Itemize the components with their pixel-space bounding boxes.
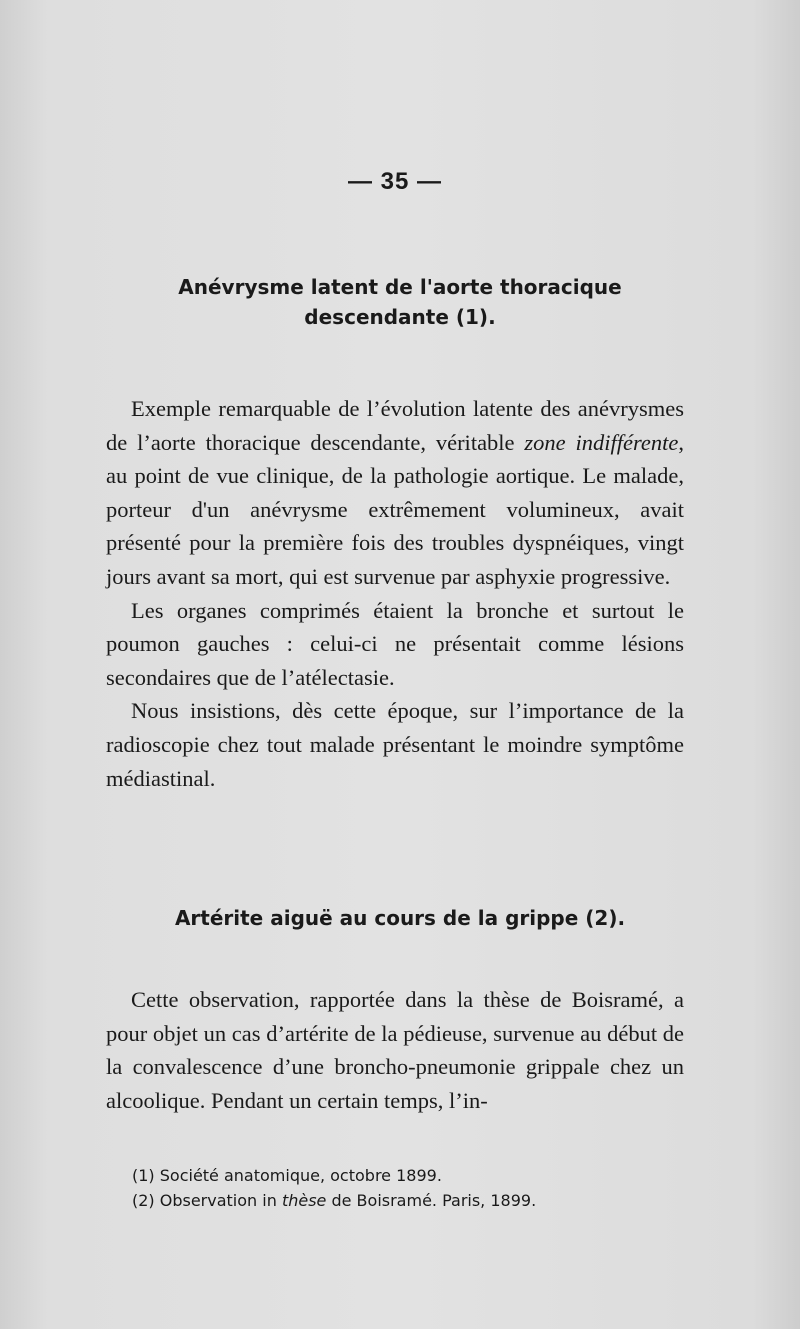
footnote: (1) Société anatomique, octobre 1899.: [132, 1166, 442, 1185]
footnote-text: (2) Observation in: [132, 1191, 282, 1210]
paragraph-emphasis: zone indifférente: [524, 429, 679, 455]
paragraph: Cette observation, rapportée dans la thèse de Boisramé, a pour objet un cas d’artérite de la pédieuse, survenue au début de la convalescence d’une broncho-pneumonie grippale chez un alcoolique. Pendant un certain temps, l’in-: [106, 987, 684, 1113]
paragraph: Les organes comprimés étaient la bronche et surtout le poumon gauches : celui-ci ne présentait comme lésions secondaires que de l’atélectasie.: [106, 597, 684, 690]
paragraph-text: , au point de vue clinique, de la pathologie aortique. Le malade, porteur d'un anévrysme extrêmement volumineux, avait présenté pour la première fois des troubles dyspnéiques, vingt jours avant sa mort, qui est survenue par asphyxie progressive.: [106, 429, 684, 589]
footnote: [132, 1188, 692, 1213]
section-title-aneurysm: [100, 272, 700, 332]
paragraph: [106, 392, 684, 594]
paragraph-text: Exemple remarquable de l’évolution latente des anévrysmes de l’aorte thoracique descendante, véritable: [106, 396, 684, 455]
section-body-aneurysm: [106, 392, 684, 795]
page-number: — 35 —: [347, 168, 443, 195]
footnote-emphasis: thèse: [281, 1191, 327, 1210]
section-title-line: Anévrysme latent de l'aorte thoracique: [178, 275, 622, 299]
section-title-line: descendante (1).: [304, 305, 496, 329]
section-body-arteritis: [106, 983, 684, 1117]
paragraph: Nous insistions, dès cette époque, sur l’importance de la radioscopie chez tout malade présentant le moindre symptôme médiastinal.: [106, 698, 684, 791]
footnotes: [132, 1163, 692, 1213]
footnote-text: de Boisramé. Paris, 1899.: [326, 1191, 537, 1210]
section-title-arteritis: Artérite aiguë au cours de la grippe (2).: [174, 906, 626, 930]
